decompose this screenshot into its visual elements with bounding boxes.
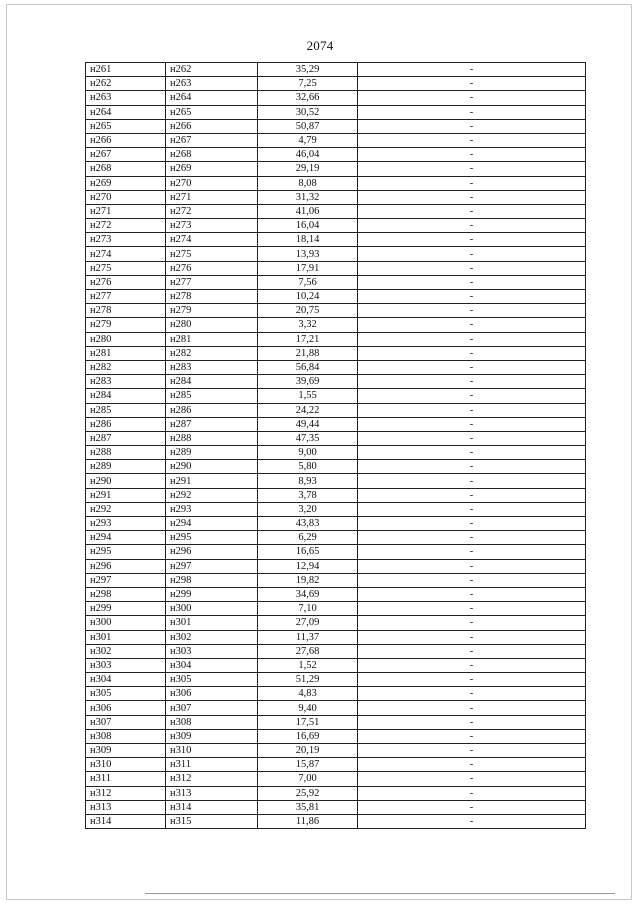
from-point-cell: н270 (86, 190, 166, 204)
length-cell: 16,65 (258, 545, 358, 559)
to-point-cell: н277 (166, 275, 258, 289)
table-row (86, 133, 586, 147)
length-cell: 10,24 (258, 290, 358, 304)
table-row (86, 460, 586, 474)
length-cell: 5,80 (258, 460, 358, 474)
from-point-cell: н274 (86, 247, 166, 261)
length-cell: 41,06 (258, 204, 358, 218)
table-row (86, 332, 586, 346)
length-cell: 1,55 (258, 389, 358, 403)
length-cell: 25,92 (258, 786, 358, 800)
table-row (86, 517, 586, 531)
note-cell: - (358, 687, 586, 701)
from-point-cell: н300 (86, 616, 166, 630)
note-cell: - (358, 63, 586, 77)
to-point-cell: н274 (166, 233, 258, 247)
from-point-cell: н292 (86, 502, 166, 516)
table-row (86, 573, 586, 587)
to-point-cell: н288 (166, 431, 258, 445)
length-cell: 18,14 (258, 233, 358, 247)
to-point-cell: н287 (166, 417, 258, 431)
length-cell: 12,94 (258, 559, 358, 573)
table-row (86, 602, 586, 616)
note-cell: - (358, 247, 586, 261)
note-cell: - (358, 119, 586, 133)
from-point-cell: н302 (86, 644, 166, 658)
table-row (86, 261, 586, 275)
from-point-cell: н268 (86, 162, 166, 176)
from-point-cell: н287 (86, 431, 166, 445)
to-point-cell: н314 (166, 800, 258, 814)
to-point-cell: н301 (166, 616, 258, 630)
table-row (86, 176, 586, 190)
to-point-cell: н289 (166, 446, 258, 460)
to-point-cell: н303 (166, 644, 258, 658)
to-point-cell: н266 (166, 119, 258, 133)
length-cell: 16,04 (258, 219, 358, 233)
table-row (86, 673, 586, 687)
length-cell: 43,83 (258, 517, 358, 531)
bottom-rule (145, 893, 615, 894)
note-cell: - (358, 91, 586, 105)
from-point-cell: н290 (86, 474, 166, 488)
length-cell: 6,29 (258, 531, 358, 545)
table-row (86, 360, 586, 374)
table-row (86, 91, 586, 105)
length-cell: 11,37 (258, 630, 358, 644)
length-cell: 11,86 (258, 814, 358, 828)
length-cell: 24,22 (258, 403, 358, 417)
from-point-cell: н284 (86, 389, 166, 403)
to-point-cell: н297 (166, 559, 258, 573)
to-point-cell: н311 (166, 758, 258, 772)
length-cell: 4,79 (258, 133, 358, 147)
note-cell: - (358, 630, 586, 644)
note-cell: - (358, 290, 586, 304)
length-cell: 8,93 (258, 474, 358, 488)
table-row (86, 616, 586, 630)
to-point-cell: н276 (166, 261, 258, 275)
from-point-cell: н299 (86, 602, 166, 616)
table-row (86, 786, 586, 800)
to-point-cell: н291 (166, 474, 258, 488)
table-row (86, 644, 586, 658)
to-point-cell: н295 (166, 531, 258, 545)
table-row (86, 346, 586, 360)
table-row (86, 63, 586, 77)
length-cell: 9,40 (258, 701, 358, 715)
note-cell: - (358, 701, 586, 715)
table-row (86, 318, 586, 332)
from-point-cell: н269 (86, 176, 166, 190)
to-point-cell: н315 (166, 814, 258, 828)
note-cell: - (358, 673, 586, 687)
note-cell: - (358, 715, 586, 729)
note-cell: - (358, 474, 586, 488)
length-cell: 17,51 (258, 715, 358, 729)
from-point-cell: н312 (86, 786, 166, 800)
length-cell: 34,69 (258, 587, 358, 601)
length-cell: 13,93 (258, 247, 358, 261)
from-point-cell: н285 (86, 403, 166, 417)
length-cell: 56,84 (258, 360, 358, 374)
table-row (86, 744, 586, 758)
to-point-cell: н270 (166, 176, 258, 190)
from-point-cell: н278 (86, 304, 166, 318)
length-cell: 27,68 (258, 644, 358, 658)
note-cell: - (358, 105, 586, 119)
length-cell: 39,69 (258, 375, 358, 389)
table-row (86, 531, 586, 545)
table-row (86, 545, 586, 559)
note-cell: - (358, 162, 586, 176)
to-point-cell: н273 (166, 219, 258, 233)
length-cell: 7,56 (258, 275, 358, 289)
to-point-cell: н290 (166, 460, 258, 474)
length-cell: 35,81 (258, 800, 358, 814)
to-point-cell: н286 (166, 403, 258, 417)
to-point-cell: н305 (166, 673, 258, 687)
note-cell: - (358, 77, 586, 91)
from-point-cell: н265 (86, 119, 166, 133)
table-row (86, 275, 586, 289)
from-point-cell: н304 (86, 673, 166, 687)
note-cell: - (358, 346, 586, 360)
from-point-cell: н280 (86, 332, 166, 346)
from-point-cell: н298 (86, 587, 166, 601)
note-cell: - (358, 332, 586, 346)
note-cell: - (358, 233, 586, 247)
note-cell: - (358, 304, 586, 318)
length-cell: 17,91 (258, 261, 358, 275)
note-cell: - (358, 587, 586, 601)
note-cell: - (358, 360, 586, 374)
to-point-cell: н267 (166, 133, 258, 147)
to-point-cell: н285 (166, 389, 258, 403)
table-row (86, 446, 586, 460)
to-point-cell: н275 (166, 247, 258, 261)
table-row (86, 658, 586, 672)
table-row (86, 389, 586, 403)
from-point-cell: н309 (86, 744, 166, 758)
note-cell: - (358, 814, 586, 828)
table-row (86, 162, 586, 176)
length-cell: 8,08 (258, 176, 358, 190)
length-cell: 3,78 (258, 488, 358, 502)
to-point-cell: н271 (166, 190, 258, 204)
from-point-cell: н271 (86, 204, 166, 218)
table-row (86, 417, 586, 431)
from-point-cell: н313 (86, 800, 166, 814)
length-cell: 31,32 (258, 190, 358, 204)
table-row (86, 559, 586, 573)
table-row (86, 105, 586, 119)
table-row (86, 431, 586, 445)
to-point-cell: н299 (166, 587, 258, 601)
length-cell: 29,19 (258, 162, 358, 176)
length-cell: 7,25 (258, 77, 358, 91)
note-cell: - (358, 176, 586, 190)
note-cell: - (358, 800, 586, 814)
table-row (86, 488, 586, 502)
to-point-cell: н293 (166, 502, 258, 516)
length-cell: 3,32 (258, 318, 358, 332)
from-point-cell: н273 (86, 233, 166, 247)
from-point-cell: н282 (86, 360, 166, 374)
from-point-cell: н261 (86, 63, 166, 77)
to-point-cell: н284 (166, 375, 258, 389)
from-point-cell: н301 (86, 630, 166, 644)
from-point-cell: н308 (86, 729, 166, 743)
table-row (86, 800, 586, 814)
length-cell: 50,87 (258, 119, 358, 133)
table-row (86, 204, 586, 218)
to-point-cell: н263 (166, 77, 258, 91)
length-cell: 30,52 (258, 105, 358, 119)
length-cell: 15,87 (258, 758, 358, 772)
to-point-cell: н283 (166, 360, 258, 374)
length-cell: 3,20 (258, 502, 358, 516)
table-row (86, 772, 586, 786)
note-cell: - (358, 403, 586, 417)
from-point-cell: н291 (86, 488, 166, 502)
table-row (86, 587, 586, 601)
from-point-cell: н306 (86, 701, 166, 715)
from-point-cell: н279 (86, 318, 166, 332)
table-row (86, 375, 586, 389)
to-point-cell: н264 (166, 91, 258, 105)
note-cell: - (358, 318, 586, 332)
from-point-cell: н288 (86, 446, 166, 460)
from-point-cell: н295 (86, 545, 166, 559)
boundary-segments-table (85, 62, 586, 829)
table-row (86, 630, 586, 644)
to-point-cell: н298 (166, 573, 258, 587)
note-cell: - (358, 602, 586, 616)
table-row (86, 190, 586, 204)
to-point-cell: н306 (166, 687, 258, 701)
note-cell: - (358, 502, 586, 516)
note-cell: - (358, 531, 586, 545)
table-row (86, 247, 586, 261)
from-point-cell: н307 (86, 715, 166, 729)
from-point-cell: н296 (86, 559, 166, 573)
table-row (86, 502, 586, 516)
to-point-cell: н296 (166, 545, 258, 559)
note-cell: - (358, 389, 586, 403)
from-point-cell: н289 (86, 460, 166, 474)
length-cell: 20,75 (258, 304, 358, 318)
note-cell: - (358, 261, 586, 275)
from-point-cell: н293 (86, 517, 166, 531)
table-row (86, 687, 586, 701)
table-row (86, 304, 586, 318)
to-point-cell: н300 (166, 602, 258, 616)
to-point-cell: н308 (166, 715, 258, 729)
to-point-cell: н282 (166, 346, 258, 360)
from-point-cell: н263 (86, 91, 166, 105)
table-row (86, 77, 586, 91)
from-point-cell: н297 (86, 573, 166, 587)
length-cell: 7,00 (258, 772, 358, 786)
table-row (86, 474, 586, 488)
note-cell: - (358, 559, 586, 573)
length-cell: 1,52 (258, 658, 358, 672)
length-cell: 7,10 (258, 602, 358, 616)
length-cell: 4,83 (258, 687, 358, 701)
to-point-cell: н262 (166, 63, 258, 77)
length-cell: 17,21 (258, 332, 358, 346)
note-cell: - (358, 431, 586, 445)
to-point-cell: н268 (166, 148, 258, 162)
from-point-cell: н276 (86, 275, 166, 289)
note-cell: - (358, 190, 586, 204)
table-row (86, 148, 586, 162)
length-cell: 19,82 (258, 573, 358, 587)
note-cell: - (358, 573, 586, 587)
to-point-cell: н279 (166, 304, 258, 318)
note-cell: - (358, 488, 586, 502)
note-cell: - (358, 517, 586, 531)
from-point-cell: н267 (86, 148, 166, 162)
note-cell: - (358, 460, 586, 474)
length-cell: 46,04 (258, 148, 358, 162)
to-point-cell: н281 (166, 332, 258, 346)
note-cell: - (358, 616, 586, 630)
note-cell: - (358, 417, 586, 431)
from-point-cell: н262 (86, 77, 166, 91)
note-cell: - (358, 148, 586, 162)
note-cell: - (358, 786, 586, 800)
from-point-cell: н314 (86, 814, 166, 828)
to-point-cell: н294 (166, 517, 258, 531)
table-row (86, 403, 586, 417)
to-point-cell: н309 (166, 729, 258, 743)
to-point-cell: н307 (166, 701, 258, 715)
from-point-cell: н283 (86, 375, 166, 389)
from-point-cell: н310 (86, 758, 166, 772)
table-row (86, 701, 586, 715)
note-cell: - (358, 644, 586, 658)
length-cell: 35,29 (258, 63, 358, 77)
length-cell: 20,19 (258, 744, 358, 758)
to-point-cell: н310 (166, 744, 258, 758)
to-point-cell: н269 (166, 162, 258, 176)
to-point-cell: н292 (166, 488, 258, 502)
from-point-cell: н294 (86, 531, 166, 545)
note-cell: - (358, 219, 586, 233)
table-row (86, 219, 586, 233)
length-cell: 51,29 (258, 673, 358, 687)
table-row (86, 119, 586, 133)
length-cell: 27,09 (258, 616, 358, 630)
to-point-cell: н265 (166, 105, 258, 119)
page-number: 2074 (306, 38, 334, 53)
to-point-cell: н313 (166, 786, 258, 800)
from-point-cell: н305 (86, 687, 166, 701)
note-cell: - (358, 275, 586, 289)
note-cell: - (358, 375, 586, 389)
table-row (86, 758, 586, 772)
from-point-cell: н275 (86, 261, 166, 275)
table-row (86, 715, 586, 729)
length-cell: 16,69 (258, 729, 358, 743)
from-point-cell: н286 (86, 417, 166, 431)
to-point-cell: н304 (166, 658, 258, 672)
to-point-cell: н280 (166, 318, 258, 332)
to-point-cell: н312 (166, 772, 258, 786)
to-point-cell: н302 (166, 630, 258, 644)
from-point-cell: н277 (86, 290, 166, 304)
to-point-cell: н278 (166, 290, 258, 304)
table-row (86, 290, 586, 304)
note-cell: - (358, 204, 586, 218)
length-cell: 32,66 (258, 91, 358, 105)
length-cell: 21,88 (258, 346, 358, 360)
from-point-cell: н266 (86, 133, 166, 147)
note-cell: - (358, 772, 586, 786)
from-point-cell: н303 (86, 658, 166, 672)
note-cell: - (358, 658, 586, 672)
note-cell: - (358, 744, 586, 758)
to-point-cell: н272 (166, 204, 258, 218)
length-cell: 9,00 (258, 446, 358, 460)
note-cell: - (358, 729, 586, 743)
length-cell: 49,44 (258, 417, 358, 431)
note-cell: - (358, 133, 586, 147)
note-cell: - (358, 758, 586, 772)
note-cell: - (358, 446, 586, 460)
table-body (86, 63, 586, 829)
table-row (86, 729, 586, 743)
length-cell: 47,35 (258, 431, 358, 445)
from-point-cell: н272 (86, 219, 166, 233)
table-row (86, 814, 586, 828)
note-cell: - (358, 545, 586, 559)
table-row (86, 233, 586, 247)
from-point-cell: н264 (86, 105, 166, 119)
from-point-cell: н311 (86, 772, 166, 786)
from-point-cell: н281 (86, 346, 166, 360)
